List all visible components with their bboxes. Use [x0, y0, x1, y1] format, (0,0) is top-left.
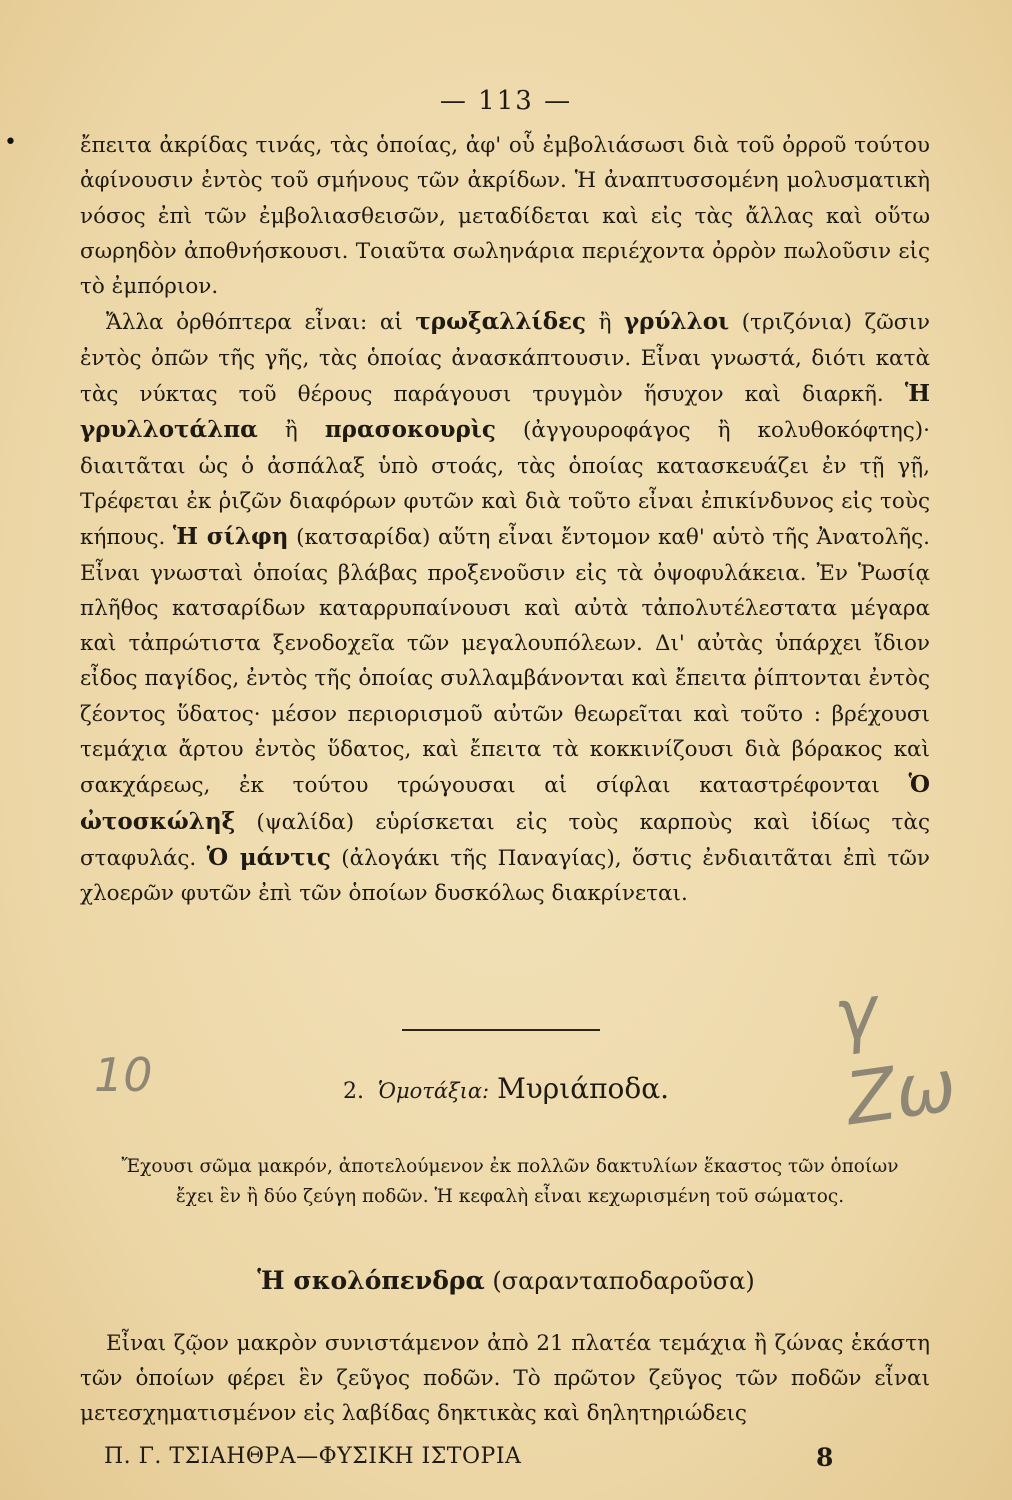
- text-run: ἢ: [257, 418, 325, 444]
- species-common-name: (σαρανταποδαροῦσα): [492, 1267, 755, 1295]
- text-run: ἔπειτα ἀκρίδας τινάς, τὰς ὁποίας, ἀφ' οὗ ἐμβολιάσωσι διὰ τοῦ ὀρροῦ τούτου ἀφίνουσιν ἐντὸς τοῦ σμήνους τῶν ἀκρίδων. Ἡ ἀναπτυσσομένη μολυσματικὴ νόσος ἐπὶ τῶν ἐμβολιασθεισῶν, μεταδίδεται καὶ εἰς τὰς ἄλλας καὶ οὕτω σωρηδὸν ἀποθνήσκουσι. Τοιαῦτα σωληνάρια περιέχοντα ὀρρὸν πωλοῦσιν εἰς τὸ ἐμπόριον.: [80, 133, 930, 300]
- text-run: Ἄλλα ὀρθόπτερα εἶναι: αἱ: [106, 310, 416, 336]
- bold-term: Ἡ σίλφη: [172, 523, 289, 551]
- species-heading: [0, 1266, 1012, 1295]
- section-divider: [402, 1029, 600, 1031]
- text-run: (τριζόνια) ζῶσιν ἐντὸς ὀπῶν τῆς γῆς, τὰς ὁποίας ἀνασκάπτουσιν. Εἶναι γνωστά, διότι κατὰ τὰς νύκτας τοῦ θέρους παράγουσι τρυγμὸν ἥσυχον καὶ διαρκῆ.: [80, 310, 930, 408]
- bold-term: Ἡ γρυλλοτάλπα: [80, 380, 930, 444]
- text-run: (ἀλογάκι τῆς Παναγίας), ὅστις ἐνδιαιτᾶται ἐπὶ τῶν χλοερῶν φυτῶν ἐπὶ τῶν ὁποίων δυσκόλως διακρίνεται.: [80, 845, 930, 907]
- margin-mark: •: [4, 130, 17, 155]
- species-description: [80, 1326, 930, 1431]
- section-number: 2.: [342, 1079, 364, 1104]
- section-intro: Ἔχουσι σῶμα μακρόν, ἀποτελούμενον ἐκ πολλῶν δακτυλίων ἕκαστος τῶν ὁποίων ἔχει ἓν ἢ δύο ζεύγη ποδῶν. Ἡ κεφαλὴ εἶναι κεχωρισμένη τοῦ σώματος.: [121, 1156, 899, 1207]
- species-name: Ἡ σκολόπενδρα: [257, 1266, 485, 1295]
- species-paragraph: Εἶναι ζῷον μακρὸν συνιστάμενον ἀπὸ 21 πλατέα τεμάχια ἢ ζώνας ἑκάστη τῶν ὁποίων φέρει ἓν ζεῦγος ποδῶν. Τὸ πρῶτον ζεῦγος τῶν ποδῶν εἶναι μετεσχηματισμένον εἰς λαβίδας δηκτικὰς καὶ δηλητηριώδεις: [80, 1331, 930, 1426]
- bold-term: γρύλλοι: [624, 308, 730, 336]
- body-paragraph: [80, 304, 930, 911]
- text-run: (ἀγγουροφάγος ἢ κολυθοκόφτης)· διαιτᾶται ὡς ὁ ἀσπάλαξ ὑπὸ στοάς, τὰς ὁποίας κατασκευάζει ἐν τῇ γῇ, Τρέφεται ἐκ ῥιζῶν διαφόρων φυτῶν καὶ διὰ τοῦτο εἶναι ἐπικίνδυνος εἰς τοὺς κήπους.: [80, 418, 930, 551]
- section-prefix: Ὁμοτάξια:: [377, 1079, 490, 1103]
- bold-term: πρασοκουρὶς: [324, 416, 496, 444]
- pencil-note-margin: γ Ζω: [829, 968, 962, 1142]
- section-title: Μυριάποδα.: [497, 1072, 670, 1105]
- text-run: (ψαλίδα) εὑρίσκεται εἰς τοὺς καρποὺς καὶ ἰδίως τὰς σταφυλάς.: [80, 809, 930, 871]
- bold-term: τρωξαλλίδες: [415, 308, 587, 336]
- body-text: [80, 128, 930, 912]
- bold-term: Ὁ ὠτοσκώληξ: [80, 771, 930, 835]
- page-number: — 113 —: [439, 86, 573, 116]
- pencil-note-section: 10: [94, 1048, 153, 1102]
- signature-number: 8: [816, 1443, 834, 1472]
- running-footer: Π. Γ. ΤΣΙΑΗΘΡΑ—ΦΥΣΙΚΗ ΙΣΤΟΡΙΑ: [104, 1444, 522, 1469]
- text-run: ἢ: [586, 310, 624, 336]
- bold-term: Ὁ μάντις: [206, 843, 331, 871]
- text-run: (κατσαρίδα) αὕτη εἶναι ἔντομον καθ' αὑτὸ τῆς Ἀνατολῆς. Εἶναι γνωσταὶ ὁποίας βλάβας προξενοῦσιν εἰς τὰ ὀψοφυλάκεια. Ἐν Ῥωσίᾳ πλῆθος κατσαρίδων καταρρυπαίνουσι καὶ αὐτὰ τἀπολυτέλεστατα μέγαρα καὶ τἀπρώτιστα ξενοδοχεῖα τῶν μεγαλουπόλεων. Δι' αὐτὰς ὑπάρχει ἴδιον εἶδος παγίδος, ἐντὸς τῆς ὁποίας συλλαμβάνονται καὶ ἔπειτα ῥίπτονται ἐντὸς ζέοντος ὕδατος· μέσον περιορισμοῦ αὐτῶν θεωρεῖται καὶ τοῦτο : βρέχουσι τεμάχια ἄρτου ἐντὸς ὕδατος, καὶ ἔπειτα τὰ κοκκινίζουσι διὰ βόρακος καὶ σακχάρεως, ἐκ τούτου τρώγουσαι αἱ σίφλαι καταστρέφονται: [80, 525, 930, 799]
- section-heading: [0, 1072, 1012, 1105]
- body-paragraph: [80, 128, 930, 304]
